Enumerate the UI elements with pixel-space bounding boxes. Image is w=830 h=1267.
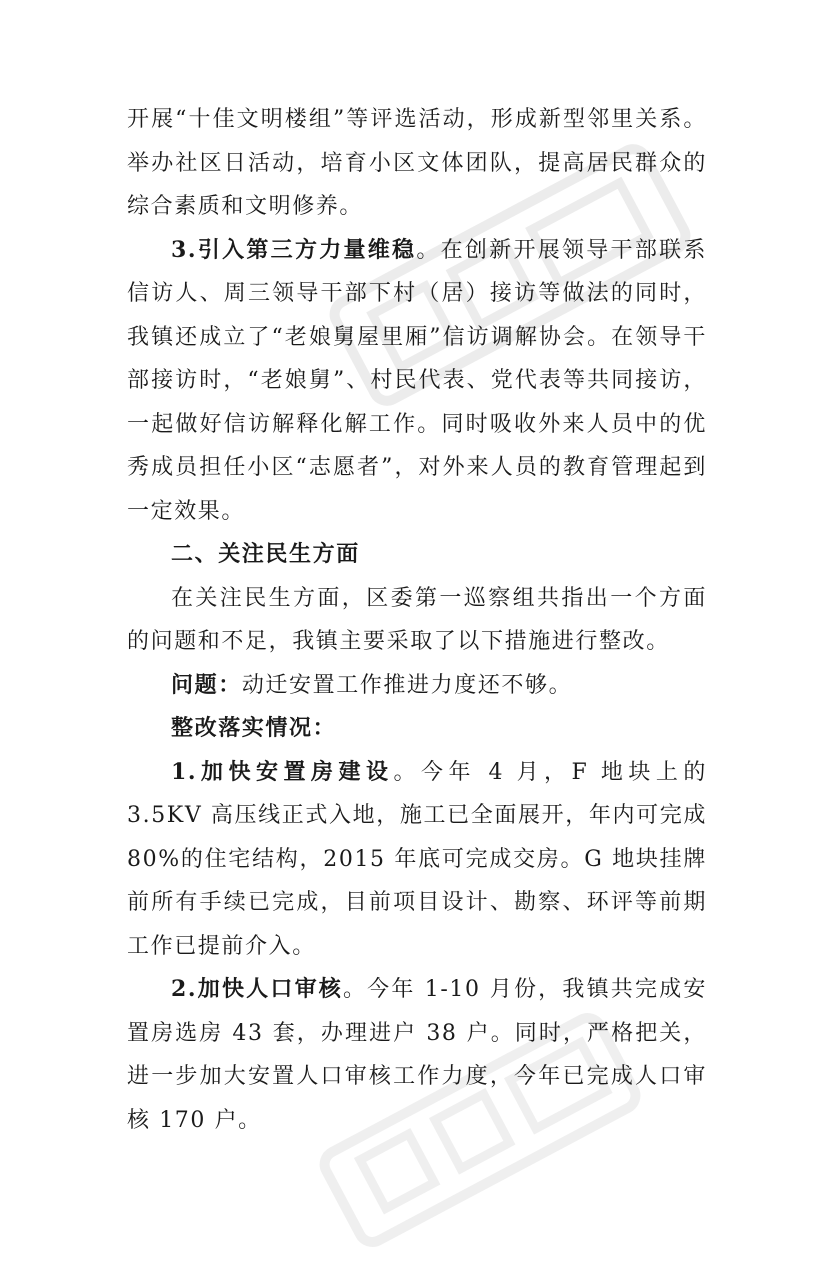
document-body — [127, 98, 707, 1142]
rectification-item-2-lead: 2.加快人口审核 — [171, 976, 343, 1002]
problem-label: 问题： — [171, 671, 242, 698]
item-3-lead: 3.引入第三方力量维稳 — [171, 236, 417, 263]
paragraph-item-3 — [127, 229, 707, 534]
item-3-body: 。在创新开展领导干部联系信访人、周三领导干部下村（居）接访等做法的同时，我镇还成立了“老娘舅屋里厢”信访调解协会。在领导干部接访时，“老娘舅”、村民代表、党代表等共同接访，一起做好信访解释化解工作。同时吸收外来人员中的优秀成员担任小区“志愿者”，对外来人员的教育管理起到一定效果。 — [127, 237, 707, 524]
paragraph-civility: 开展“十佳文明楼组”等评选活动，形成新型邻里关系。举办社区日活动，培育小区文体团队，提高居民群众的综合素质和文明修养。 — [127, 107, 707, 219]
problem-text: 动迁安置工作推进力度还不够。 — [241, 672, 573, 698]
rectification-item-1-body: 。今年 4 月，F 地块上的 3.5KV 高压线正式入地，施工已全面展开，年内可完成 80%的住宅结构，2015 年底可完成交房。G 地块挂牌前所有手续已完成，目前项目设计、勘察、环评等前期工作已提前介入。 — [127, 759, 707, 959]
rectification-item-1-lead: 1.加快安置房建设 — [171, 758, 394, 785]
rectification-item-1 — [127, 751, 707, 969]
rectification-item-2-body: 。今年 1-10 月份，我镇共完成安置房选房 43 套，办理进户 38 户。同时，严格把关，进一步加大安置人口审核工作力度，今年已完成人口审核 170 户。 — [127, 977, 707, 1133]
section-2-heading: 二、关注民生方面 — [171, 541, 360, 567]
rectification-item-2 — [127, 968, 707, 1142]
section-2-intro: 在关注民生方面，区委第一巡察组共指出一个方面的问题和不足，我镇主要采取了以下措施进行整改。 — [127, 585, 707, 654]
rectification-heading: 整改落实情况： — [171, 715, 337, 741]
problem-paragraph — [127, 664, 707, 708]
